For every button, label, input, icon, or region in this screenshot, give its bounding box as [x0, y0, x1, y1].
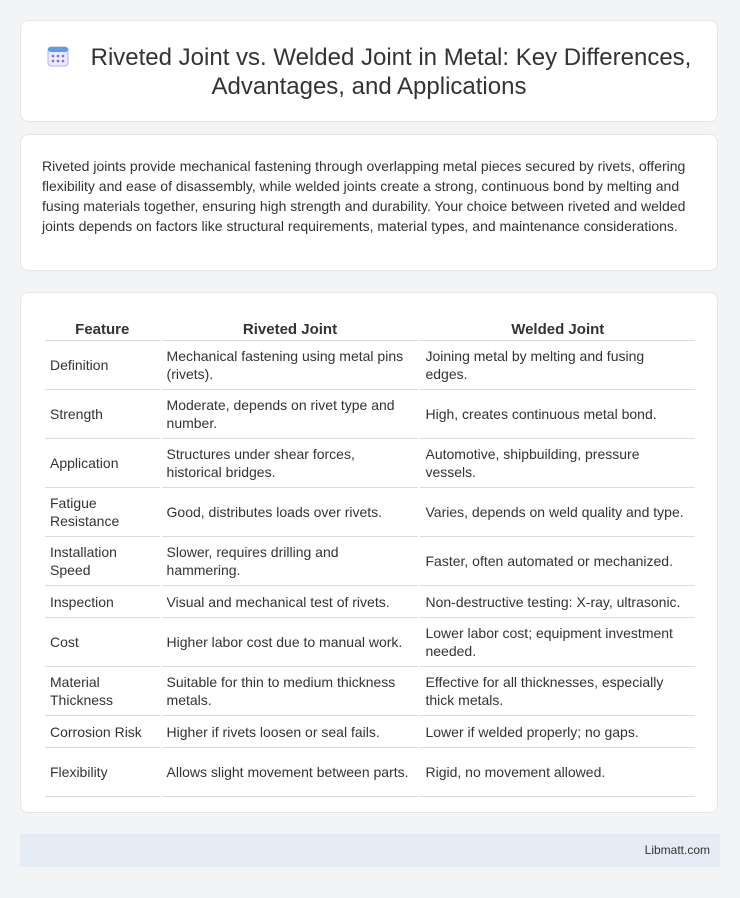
feature-cell: Installation Speed — [45, 537, 160, 586]
riveted-cell: Mechanical fastening using metal pins (rivets). — [162, 341, 419, 390]
feature-cell: Strength — [45, 390, 160, 439]
welded-cell: Non-destructive testing: X-ray, ultrasonic. — [420, 586, 695, 618]
welded-cell: Automotive, shipbuilding, pressure vessels. — [420, 439, 695, 488]
riveted-cell: Visual and mechanical test of rivets. — [162, 586, 419, 618]
riveted-cell: Moderate, depends on rivet type and number. — [162, 390, 419, 439]
table-row — [45, 618, 695, 667]
feature-cell: Flexibility — [45, 748, 160, 797]
welded-cell: Lower labor cost; equipment investment needed. — [420, 618, 695, 667]
intro-card — [20, 134, 718, 271]
welded-cell: Varies, depends on weld quality and type. — [420, 488, 695, 537]
title-wrap — [21, 43, 717, 101]
feature-cell: Fatigue Resistance — [45, 488, 160, 537]
table-row — [45, 537, 695, 586]
riveted-cell: Structures under shear forces, historical bridges. — [162, 439, 419, 488]
page-title: Riveted Joint vs. Welded Joint in Metal: Key Differences, Advantages, and Applications — [90, 44, 692, 100]
header-welded: Welded Joint — [420, 315, 695, 341]
feature-cell: Cost — [45, 618, 160, 667]
riveted-cell: Suitable for thin to medium thickness metals. — [162, 667, 419, 716]
welded-cell: Lower if welded properly; no gaps. — [420, 716, 695, 748]
feature-cell: Corrosion Risk — [45, 716, 160, 748]
table-row — [45, 488, 695, 537]
riveted-cell: Allows slight movement between parts. — [162, 748, 419, 797]
table-row — [45, 341, 695, 390]
riveted-cell: Higher if rivets loosen or seal fails. — [162, 716, 419, 748]
calendar-icon — [47, 45, 69, 67]
table-header-row — [45, 315, 695, 341]
feature-cell: Application — [45, 439, 160, 488]
feature-cell: Definition — [45, 341, 160, 390]
intro-paragraph: Riveted joints provide mechanical fastening through overlapping metal pieces secured by rivets, offering flexibility and ease of disassembly, while welded joints create a strong, continuous bond by melting and fusing materials together, ensuring high strength and durability. Your choice between riveted and welded joints depends on factors like structural requirements, material types, and maintenance considerations. — [42, 158, 686, 234]
table-row — [45, 667, 695, 716]
table-row — [45, 586, 695, 618]
riveted-cell: Higher labor cost due to manual work. — [162, 618, 419, 667]
welded-cell: Rigid, no movement allowed. — [420, 748, 695, 797]
footer-bar — [20, 834, 720, 867]
header-feature: Feature — [45, 315, 160, 341]
riveted-cell: Good, distributes loads over rivets. — [162, 488, 419, 537]
footer-site-link[interactable]: Libmatt.com — [644, 843, 710, 857]
welded-cell: Effective for all thicknesses, especially thick metals. — [420, 667, 695, 716]
welded-cell: Joining metal by melting and fusing edges. — [420, 341, 695, 390]
comparison-card — [20, 292, 718, 813]
welded-cell: High, creates continuous metal bond. — [420, 390, 695, 439]
feature-cell: Inspection — [45, 586, 160, 618]
table-row — [45, 748, 695, 797]
header-riveted: Riveted Joint — [162, 315, 419, 341]
table-row — [45, 390, 695, 439]
riveted-cell: Slower, requires drilling and hammering. — [162, 537, 419, 586]
table-row — [45, 716, 695, 748]
feature-cell: Material Thickness — [45, 667, 160, 716]
title-card — [20, 20, 718, 122]
comparison-table — [43, 315, 697, 797]
welded-cell: Faster, often automated or mechanized. — [420, 537, 695, 586]
table-row — [45, 439, 695, 488]
